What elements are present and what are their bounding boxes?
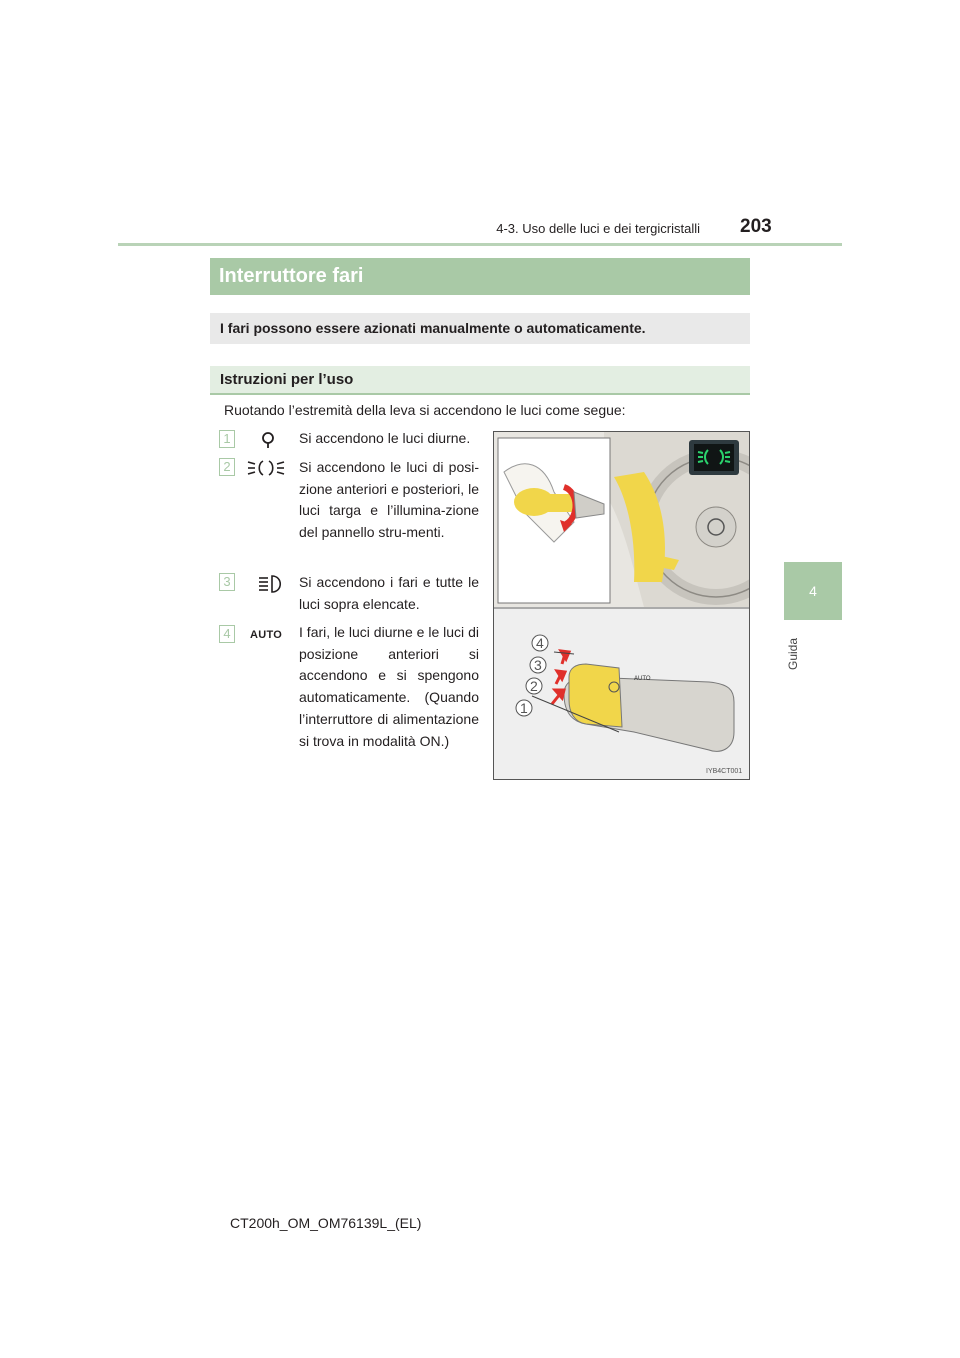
item-text-2: Si accendono le luci di posi-zione anteriori e posteriori, le luci targa e l’illumina-zione del pannello stru-menti. <box>299 459 479 541</box>
lead-paragraph: Ruotando l’estremità della leva si accendono le luci come segue: <box>224 402 626 418</box>
callout-2: 2 <box>530 678 538 694</box>
position-light-icon <box>246 457 286 479</box>
headlight-icon <box>256 573 284 595</box>
section-reference: 4-3. Uso delle luci e dei tergicristalli <box>496 221 700 236</box>
section-subtitle: Istruzioni per l’uso <box>210 366 750 395</box>
item-text-4: I fari, le luci diurne e le luci di posizione anteriori si accendono e si spengono automaticamente. (Quando l’interruttore di alimentazione si trova in modalità ON.) <box>299 624 479 749</box>
item-number-4: 4 <box>219 625 235 643</box>
page-number: 203 <box>740 216 772 237</box>
illustration-drawing <box>494 432 749 779</box>
page-title: Interruttore fari <box>210 258 750 295</box>
daytime-running-light-icon <box>256 430 280 450</box>
item-number-1: 1 <box>219 430 235 448</box>
chapter-label: Guida <box>786 637 800 671</box>
callout-3: 3 <box>534 657 542 673</box>
document-code: CT200h_OM_OM76139L_(EL) <box>230 1215 422 1231</box>
callout-4: 4 <box>536 635 544 651</box>
lever-auto-text: AUTO <box>634 676 651 682</box>
intro-summary: I fari possono essere azionati manualmente o automaticamente. <box>210 313 750 344</box>
header-divider <box>118 243 842 246</box>
chapter-tab[interactable]: 4 <box>784 562 842 620</box>
illustration-code: IYB4CT001 <box>706 768 743 775</box>
headlight-switch-illustration <box>493 431 750 780</box>
auto-mode-label: AUTO <box>250 629 283 641</box>
item-number-2: 2 <box>219 458 235 476</box>
item-text-3: Si accendono i fari e tutte le luci sopra elencate. <box>299 574 479 612</box>
callout-1: 1 <box>520 700 528 716</box>
item-text-1: Si accendono le luci diurne. <box>299 430 471 446</box>
item-number-3: 3 <box>219 573 235 591</box>
